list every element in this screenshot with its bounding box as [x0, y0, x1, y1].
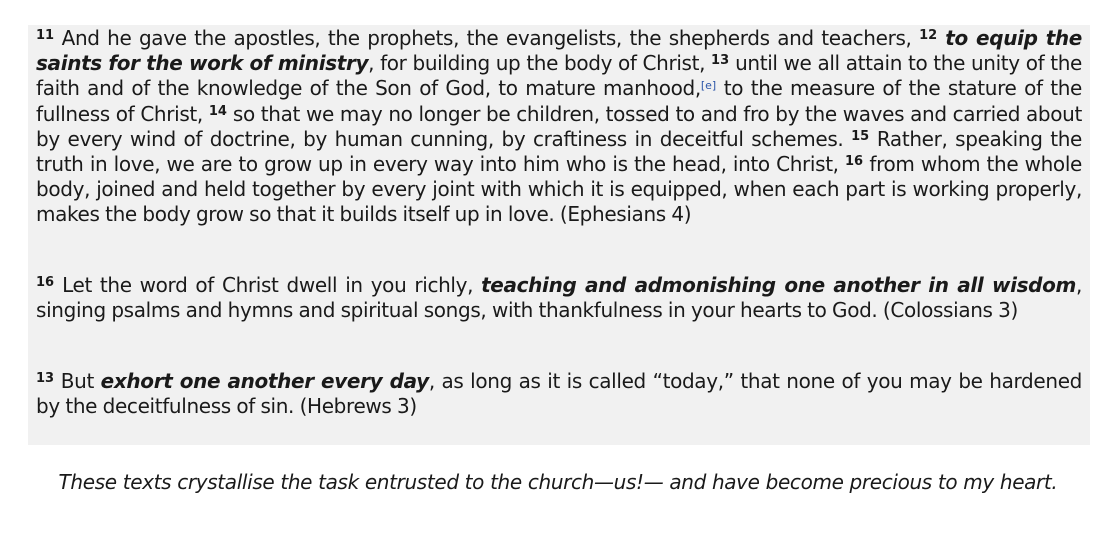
- verse-number: 13: [36, 371, 55, 386]
- verse-number: 15: [851, 128, 870, 144]
- passage-text: , singing psalms and hymns and spiritual songs, with thankfulness in your hearts to God. (Colossians 3): [36, 273, 1082, 323]
- emphasized-text: to equip the saints for the work of ministry: [36, 26, 1083, 76]
- verse-number: 12: [919, 28, 938, 43]
- colossians-passage: [36, 273, 1082, 323]
- passage-text: Rather, speaking the truth in love, we are to grow up in every way into him who is the head, into Christ,: [36, 126, 1082, 177]
- closing-caption: These texts crystallise the task entrusted to the church—us!— and have become precious to my heart.: [58, 470, 1058, 494]
- passage-text: But: [54, 369, 101, 393]
- verse-number: 16: [845, 154, 864, 170]
- passage-text: Let the word of Christ dwell in you richly,: [54, 273, 482, 297]
- passage-text: to the measure of the stature of the fullness of Christ,: [36, 76, 1082, 126]
- passage-text: from whom the whole body, joined and held together by every joint with which it is equipped, when each part is working properly, makes the body grow so that it builds itself up in love. (Ephesians 4): [36, 152, 1082, 227]
- verse-number: 16: [36, 275, 55, 290]
- passage-text: , for building up the body of Christ,: [368, 51, 712, 76]
- passage-text: And he gave the apostles, the prophets, the evangelists, the shepherds and teachers,: [54, 26, 920, 50]
- emphasized-text: exhort one another every day: [100, 369, 429, 393]
- verse-number: 11: [36, 28, 55, 43]
- verse-number: 14: [208, 103, 227, 119]
- footnote-link[interactable]: [e]: [700, 79, 717, 93]
- passage-text: so that we may no longer be children, tossed to and fro by the waves and carried about by every wind of doctrine, by human cunning, by craftiness in deceitful schemes.: [36, 101, 1082, 151]
- passage-text: until we all attain to the unity of the faith and of the knowledge of the Son of God, to mature manhood,: [36, 51, 1082, 101]
- passage-text: , as long as it is called “today,” that none of you may be hardened by the deceitfulness of sin. (Hebrews 3): [36, 369, 1082, 419]
- hebrews-passage: [36, 369, 1082, 419]
- emphasized-text: teaching and admonishing one another in all wisdom: [481, 273, 1076, 297]
- ephesians-passage: [36, 26, 1082, 228]
- verse-number: 13: [711, 53, 730, 69]
- scripture-quote-box: [28, 25, 1090, 445]
